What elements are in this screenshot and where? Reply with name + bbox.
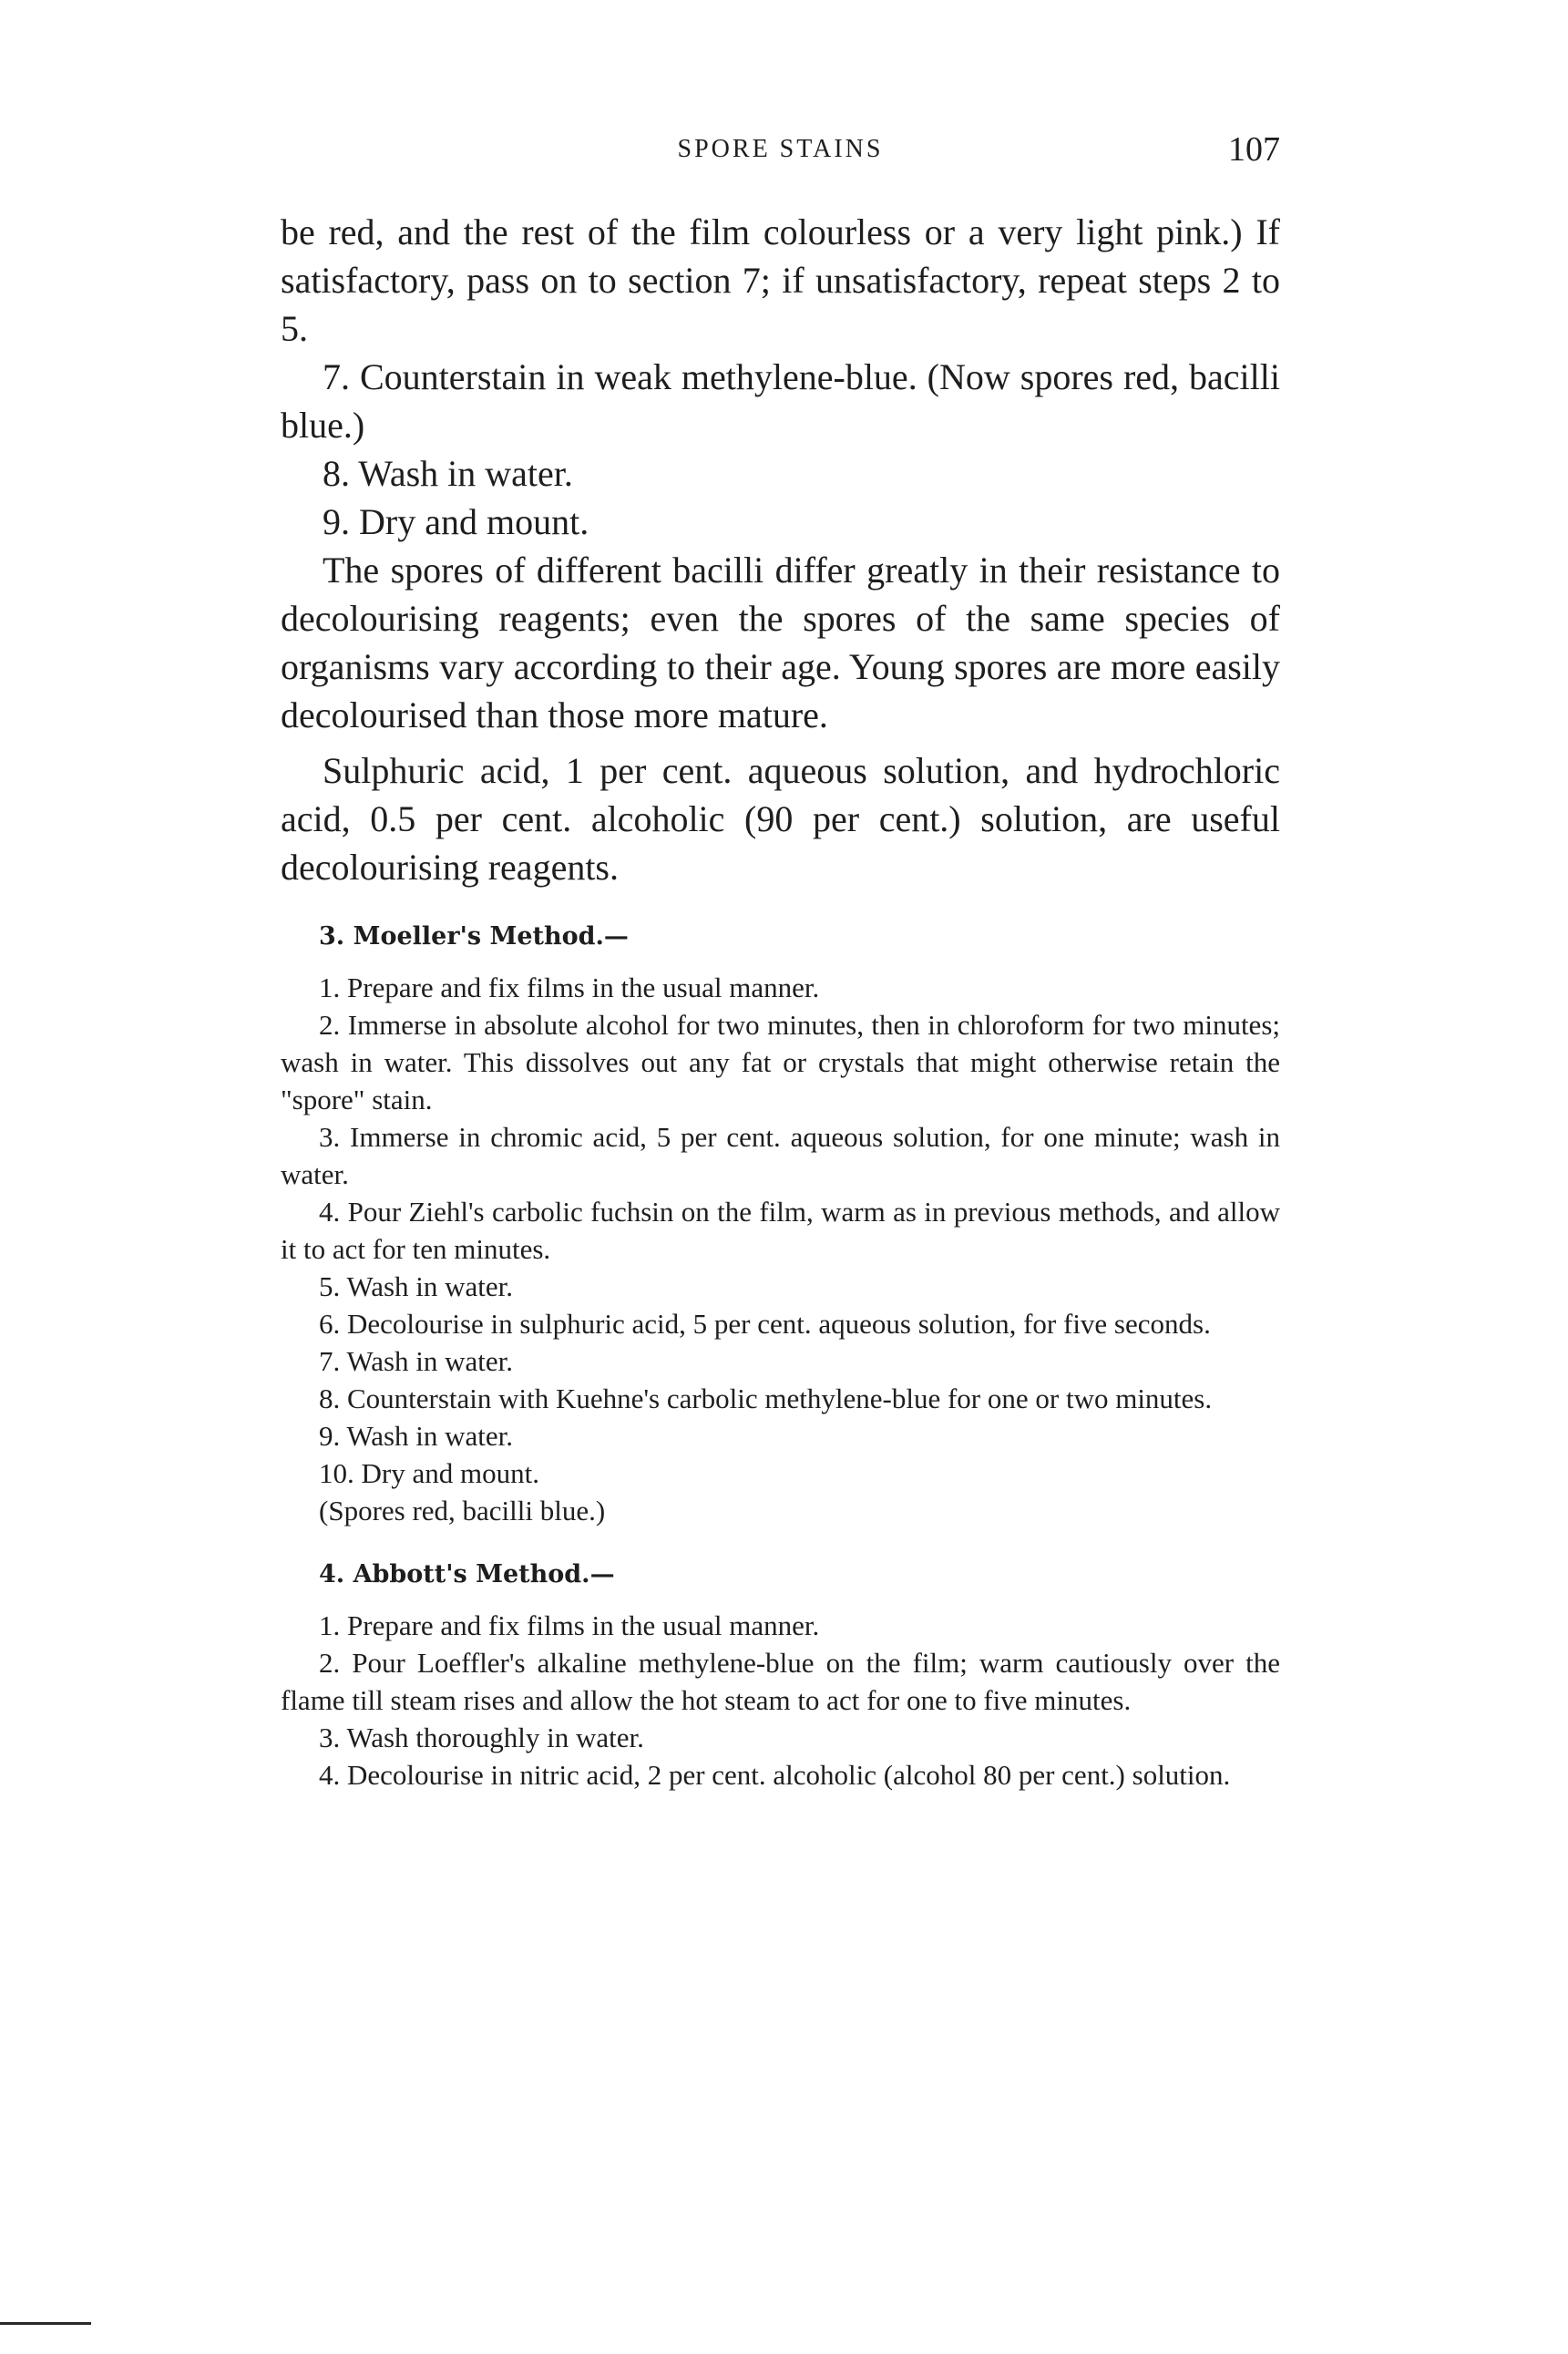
paragraph-spore-resistance: The spores of different bacilli differ greatly in their resistance to decolourising reagents; even the spores of the same species of organisms vary according to their age. Young spores are more easily decolourised than those more mature.: [281, 550, 1280, 735]
list-item: 4. Decolourise in nitric acid, 2 per cent. alcoholic (alcohol 80 per cent.) solution.: [319, 1759, 1231, 1791]
list-item: 5. Wash in water.: [319, 1270, 514, 1302]
running-head: SPORE STAINS: [677, 135, 884, 163]
list-item: 7. Wash in water.: [319, 1345, 514, 1377]
list-item: 10. Dry and mount.: [319, 1457, 539, 1489]
abbott-method-heading: 4. Abbott's Method.—: [319, 1560, 615, 1588]
paragraph-decolourising-reagents: Sulphuric acid, 1 per cent. aqueous solution, and hydrochloric acid, 0.5 per cent. alcoholic (90 per cent.) solution, are useful decolourising reagents.: [281, 750, 1280, 888]
page-header: [281, 130, 1280, 180]
step-8: 8. Wash in water.: [323, 453, 573, 494]
continued-paragraph: be red, and the rest of the film colourless or a very light pink.) If satisfactory, pass on to section 7; if unsatisfactory, repeat steps 2 to 5.: [281, 211, 1280, 349]
intro-section: [281, 208, 1280, 891]
list-item: 3. Wash thoroughly in water.: [319, 1722, 644, 1753]
list-item: 4. Pour Ziehl's carbolic fuchsin on the film, warm as in previous methods, and allow it to act for ten minutes.: [281, 1196, 1280, 1265]
page-body: [281, 208, 1280, 1794]
moeller-steps: [281, 969, 1280, 1529]
list-item: 9. Wash in water.: [319, 1420, 514, 1452]
scan-edge-mark: [0, 2322, 91, 2325]
moeller-method-heading: 3. Moeller's Method.—: [319, 922, 629, 951]
list-item: 1. Prepare and fix films in the usual manner.: [319, 1609, 820, 1641]
list-item: 1. Prepare and fix films in the usual manner.: [319, 971, 820, 1003]
list-item: 8. Counterstain with Kuehne's carbolic methylene-blue for one or two minutes.: [319, 1383, 1213, 1414]
page-number: 107: [1228, 130, 1280, 169]
list-item: 3. Immerse in chromic acid, 5 per cent. aqueous solution, for one minute; wash in water.: [281, 1121, 1280, 1190]
step-7: 7. Counterstain in weak methylene-blue. (Now spores red, bacilli blue.): [281, 356, 1280, 446]
list-item: 6. Decolourise in sulphuric acid, 5 per cent. aqueous solution, for five seconds.: [319, 1308, 1211, 1340]
list-item: (Spores red, bacilli blue.): [319, 1495, 606, 1527]
abbott-steps: [281, 1607, 1280, 1794]
list-item: 2. Immerse in absolute alcohol for two minutes, then in chloroform for two minutes; wash in water. This dissolves out any fat or crystals that might otherwise retain the "spore" stain.: [281, 1009, 1280, 1115]
step-9: 9. Dry and mount.: [323, 501, 589, 542]
list-item: 2. Pour Loeffler's alkaline methylene-blue on the film; warm cautiously over the flame till steam rises and allow the hot steam to act for one to five minutes.: [281, 1647, 1280, 1716]
